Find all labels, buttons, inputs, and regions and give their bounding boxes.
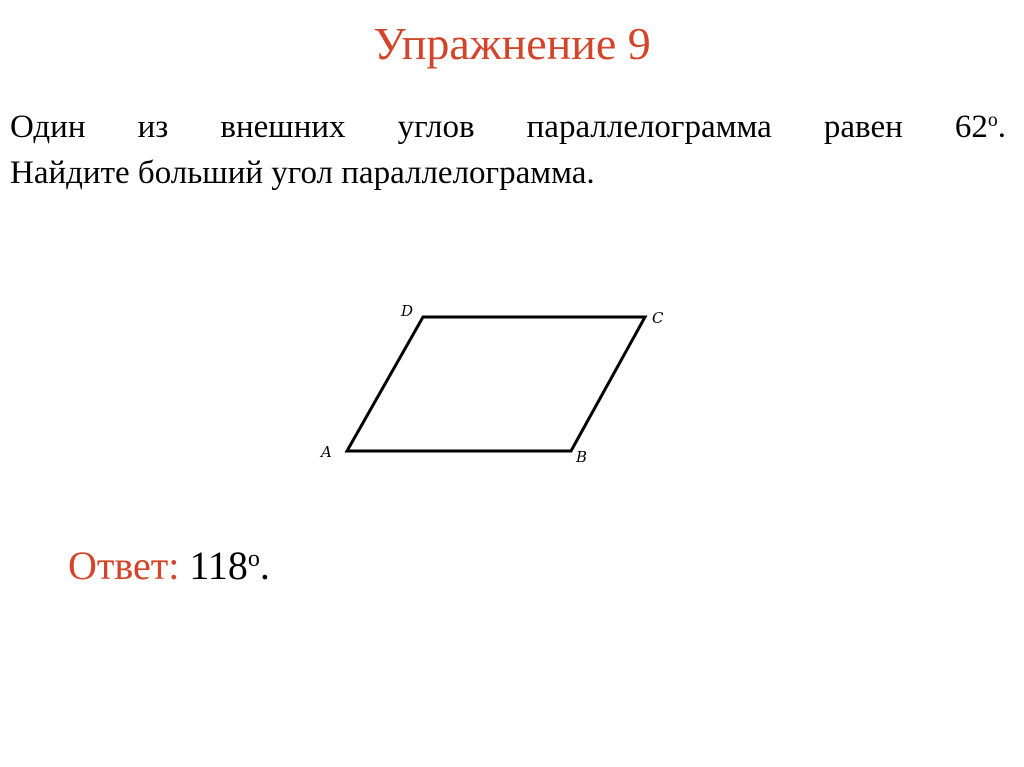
- slide-title: Упражнение 9: [373, 18, 651, 69]
- answer-value: [189, 543, 270, 588]
- answer: [68, 540, 270, 592]
- vertex-label-d: D: [401, 302, 414, 320]
- problem-line-1-period: .: [997, 109, 1006, 145]
- problem-line-2: Найдите больший угол параллелограмма.: [10, 155, 595, 191]
- vertex-label-b: B: [576, 448, 588, 466]
- vertex-label-a: A: [321, 443, 332, 461]
- degree-sign: о: [987, 109, 998, 132]
- parallelogram-abcd: [347, 317, 645, 451]
- problem-line-1-text: Один из внешних углов параллелограмма равен 62: [10, 109, 988, 145]
- vertex-label-c: C: [652, 309, 664, 327]
- answer-period: .: [259, 543, 270, 588]
- answer-degree-sign: о: [247, 545, 260, 572]
- answer-number: 118: [189, 543, 248, 588]
- answer-label: Ответ:: [68, 543, 180, 588]
